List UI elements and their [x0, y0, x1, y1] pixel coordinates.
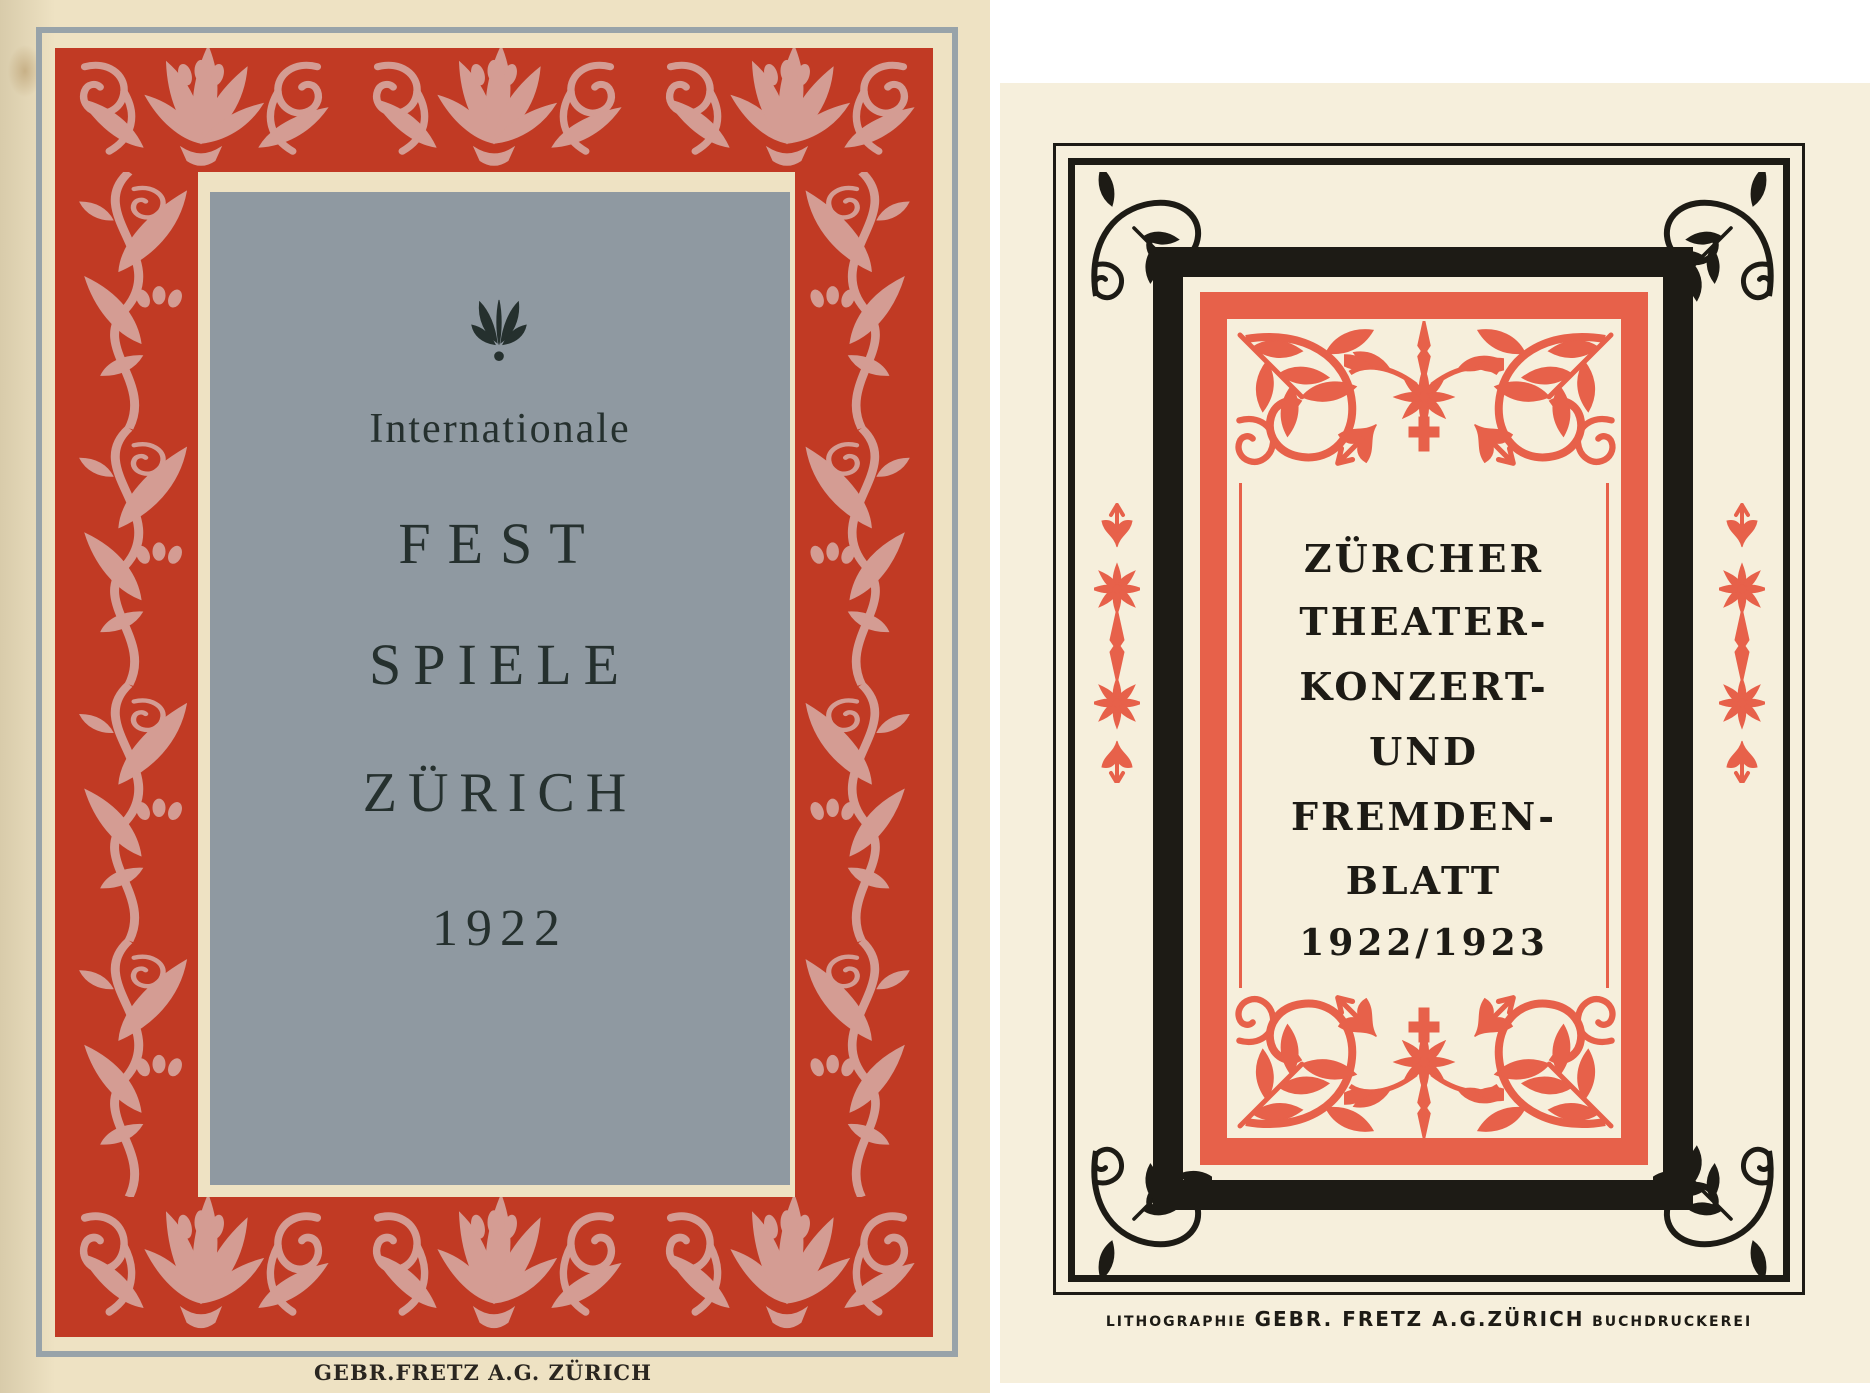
right-title-line-1: ZÜRCHER [1303, 536, 1545, 581]
palmette-garland-border-icon [55, 1197, 933, 1335]
left-title-line-2: SPIELE [368, 632, 632, 697]
red-star-column-icon [1719, 503, 1765, 783]
red-cross-fleur-icon [1344, 988, 1504, 1138]
imprint-name: GEBR. FRETZ A.G.ZÜRICH [1254, 1307, 1585, 1331]
right-title-line-4: UND [1369, 729, 1479, 774]
right-title-season: 1922/1923 [1299, 922, 1549, 964]
acanthus-vine-border-icon [55, 172, 198, 1197]
left-year: 1922 [432, 900, 568, 957]
red-star-column-icon [1094, 503, 1140, 783]
imprint-prefix: LITHOGRAPHIE [1105, 1314, 1247, 1330]
left-subtitle: Internationale [369, 406, 631, 452]
poster-theaterblatt-1922-1923 [1000, 83, 1870, 1383]
right-title-line-6: BLATT [1345, 858, 1503, 903]
right-printer-imprint [1053, 1307, 1805, 1331]
fleuron-icon [469, 298, 529, 362]
left-title-line-3: ZÜRICH [362, 762, 638, 824]
imprint-suffix: BUCHDRUCKEREI [1592, 1314, 1753, 1330]
right-title-line-2: THEATER- [1299, 599, 1549, 644]
red-cross-fleur-icon [1344, 321, 1504, 471]
left-title-line-1: FEST [398, 511, 602, 576]
acanthus-vine-border-icon [795, 172, 933, 1197]
right-title-line-5: FREMDEN- [1290, 794, 1557, 839]
right-title-line-3: KONZERT- [1299, 664, 1549, 709]
left-printer-imprint: GEBR.FRETZ A.G. ZÜRICH [314, 1360, 652, 1385]
palmette-garland-border-icon [55, 48, 933, 172]
